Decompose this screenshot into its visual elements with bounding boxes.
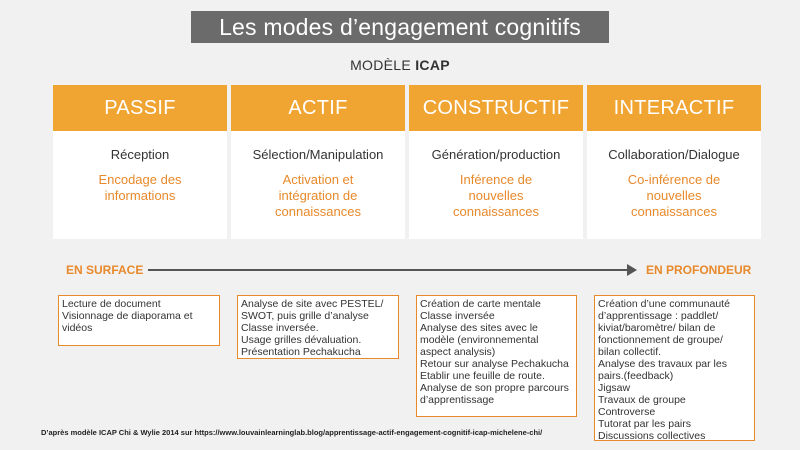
example-line: Tutorat par les pairs [598, 418, 691, 430]
example-line: Visionnage de diaporama et [62, 310, 193, 322]
column-description: Inférence de nouvelles connaissances [453, 172, 539, 219]
column-process: Réception [110, 147, 170, 162]
example-line: Analyse des sites avec le [420, 322, 538, 334]
example-line: Analyse des travaux par les [598, 358, 727, 370]
examples-box-constructif [416, 295, 577, 417]
example-line: Classe inversée. [241, 322, 319, 334]
examples-box-interactif [594, 295, 755, 441]
example-line: pairs.(feedback) [598, 370, 674, 382]
example-line: vidéos [62, 322, 93, 334]
depth-axis-line [148, 269, 628, 271]
example-line: Analyse de site avec PESTEL/ [241, 298, 384, 310]
example-line: Création d’une communauté [598, 298, 730, 310]
axis-surface-label: EN SURFACE [66, 263, 144, 277]
column-process: Génération/production [431, 147, 561, 162]
example-line: Création de carte mentale [420, 298, 541, 310]
column-description: Co-inférence de nouvelles connaissances [627, 172, 721, 219]
example-line: aspect analysis) [420, 346, 496, 358]
example-line: Jigsaw [598, 382, 631, 394]
column-process: Collaboration/Dialogue [608, 147, 740, 162]
example-line: Classe inversée [420, 310, 495, 322]
column-description: Encodage des informations [98, 172, 182, 203]
column-interactif [587, 85, 761, 239]
column-process: Sélection/Manipulation [252, 147, 384, 162]
example-line: d’apprentissage [420, 394, 495, 406]
example-line: Analyse de son propre parcours [420, 382, 569, 394]
column-header: CONSTRUCTIF [409, 85, 583, 131]
example-line: kiviat/baromètre/ bilan de [598, 322, 716, 334]
example-line: Présentation Pechakucha [241, 346, 361, 358]
source-credit: D’après modèle ICAP Chi & Wylie 2014 sur https://www.louvainlearninglab.blog/apprentissage-actif-engagement-cognitif-icap-michelene-chi/ [41, 428, 543, 437]
example-line: Travaux de groupe [598, 394, 686, 406]
column-header: INTERACTIF [587, 85, 761, 131]
axis-depth-label: EN PROFONDEUR [646, 263, 752, 277]
examples-box-passif [58, 295, 220, 346]
example-line: d’apprentissage : paddlet/ [598, 310, 719, 322]
example-line: bilan collectif. [598, 346, 662, 358]
column-constructif [409, 85, 583, 239]
subtitle-prefix: MODÈLE [350, 57, 412, 73]
column-header: ACTIF [231, 85, 405, 131]
example-line: modèle (environnemental [420, 334, 539, 346]
example-line: Controverse [598, 406, 656, 418]
subtitle-model-name: ICAP [415, 57, 450, 73]
example-line: fonctionnement de groupe/ [598, 334, 723, 346]
column-actif [231, 85, 405, 239]
column-header: PASSIF [53, 85, 227, 131]
model-subtitle [0, 57, 800, 73]
column-description: Activation et intégration de connaissances [275, 172, 361, 219]
example-line: Discussions collectives [598, 430, 706, 442]
examples-box-actif [237, 295, 399, 359]
example-line: Etablir une feuille de route. [420, 370, 545, 382]
page-title: Les modes d’engagement cognitifs [191, 11, 609, 43]
column-passif [53, 85, 227, 239]
example-line: SWOT, puis grille d’analyse [241, 310, 369, 322]
example-line: Usage grilles dévaluation. [241, 334, 362, 346]
example-line: Retour sur analyse Pechakucha [420, 358, 569, 370]
arrow-right-icon [627, 264, 637, 276]
example-line: Lecture de document [62, 298, 161, 310]
